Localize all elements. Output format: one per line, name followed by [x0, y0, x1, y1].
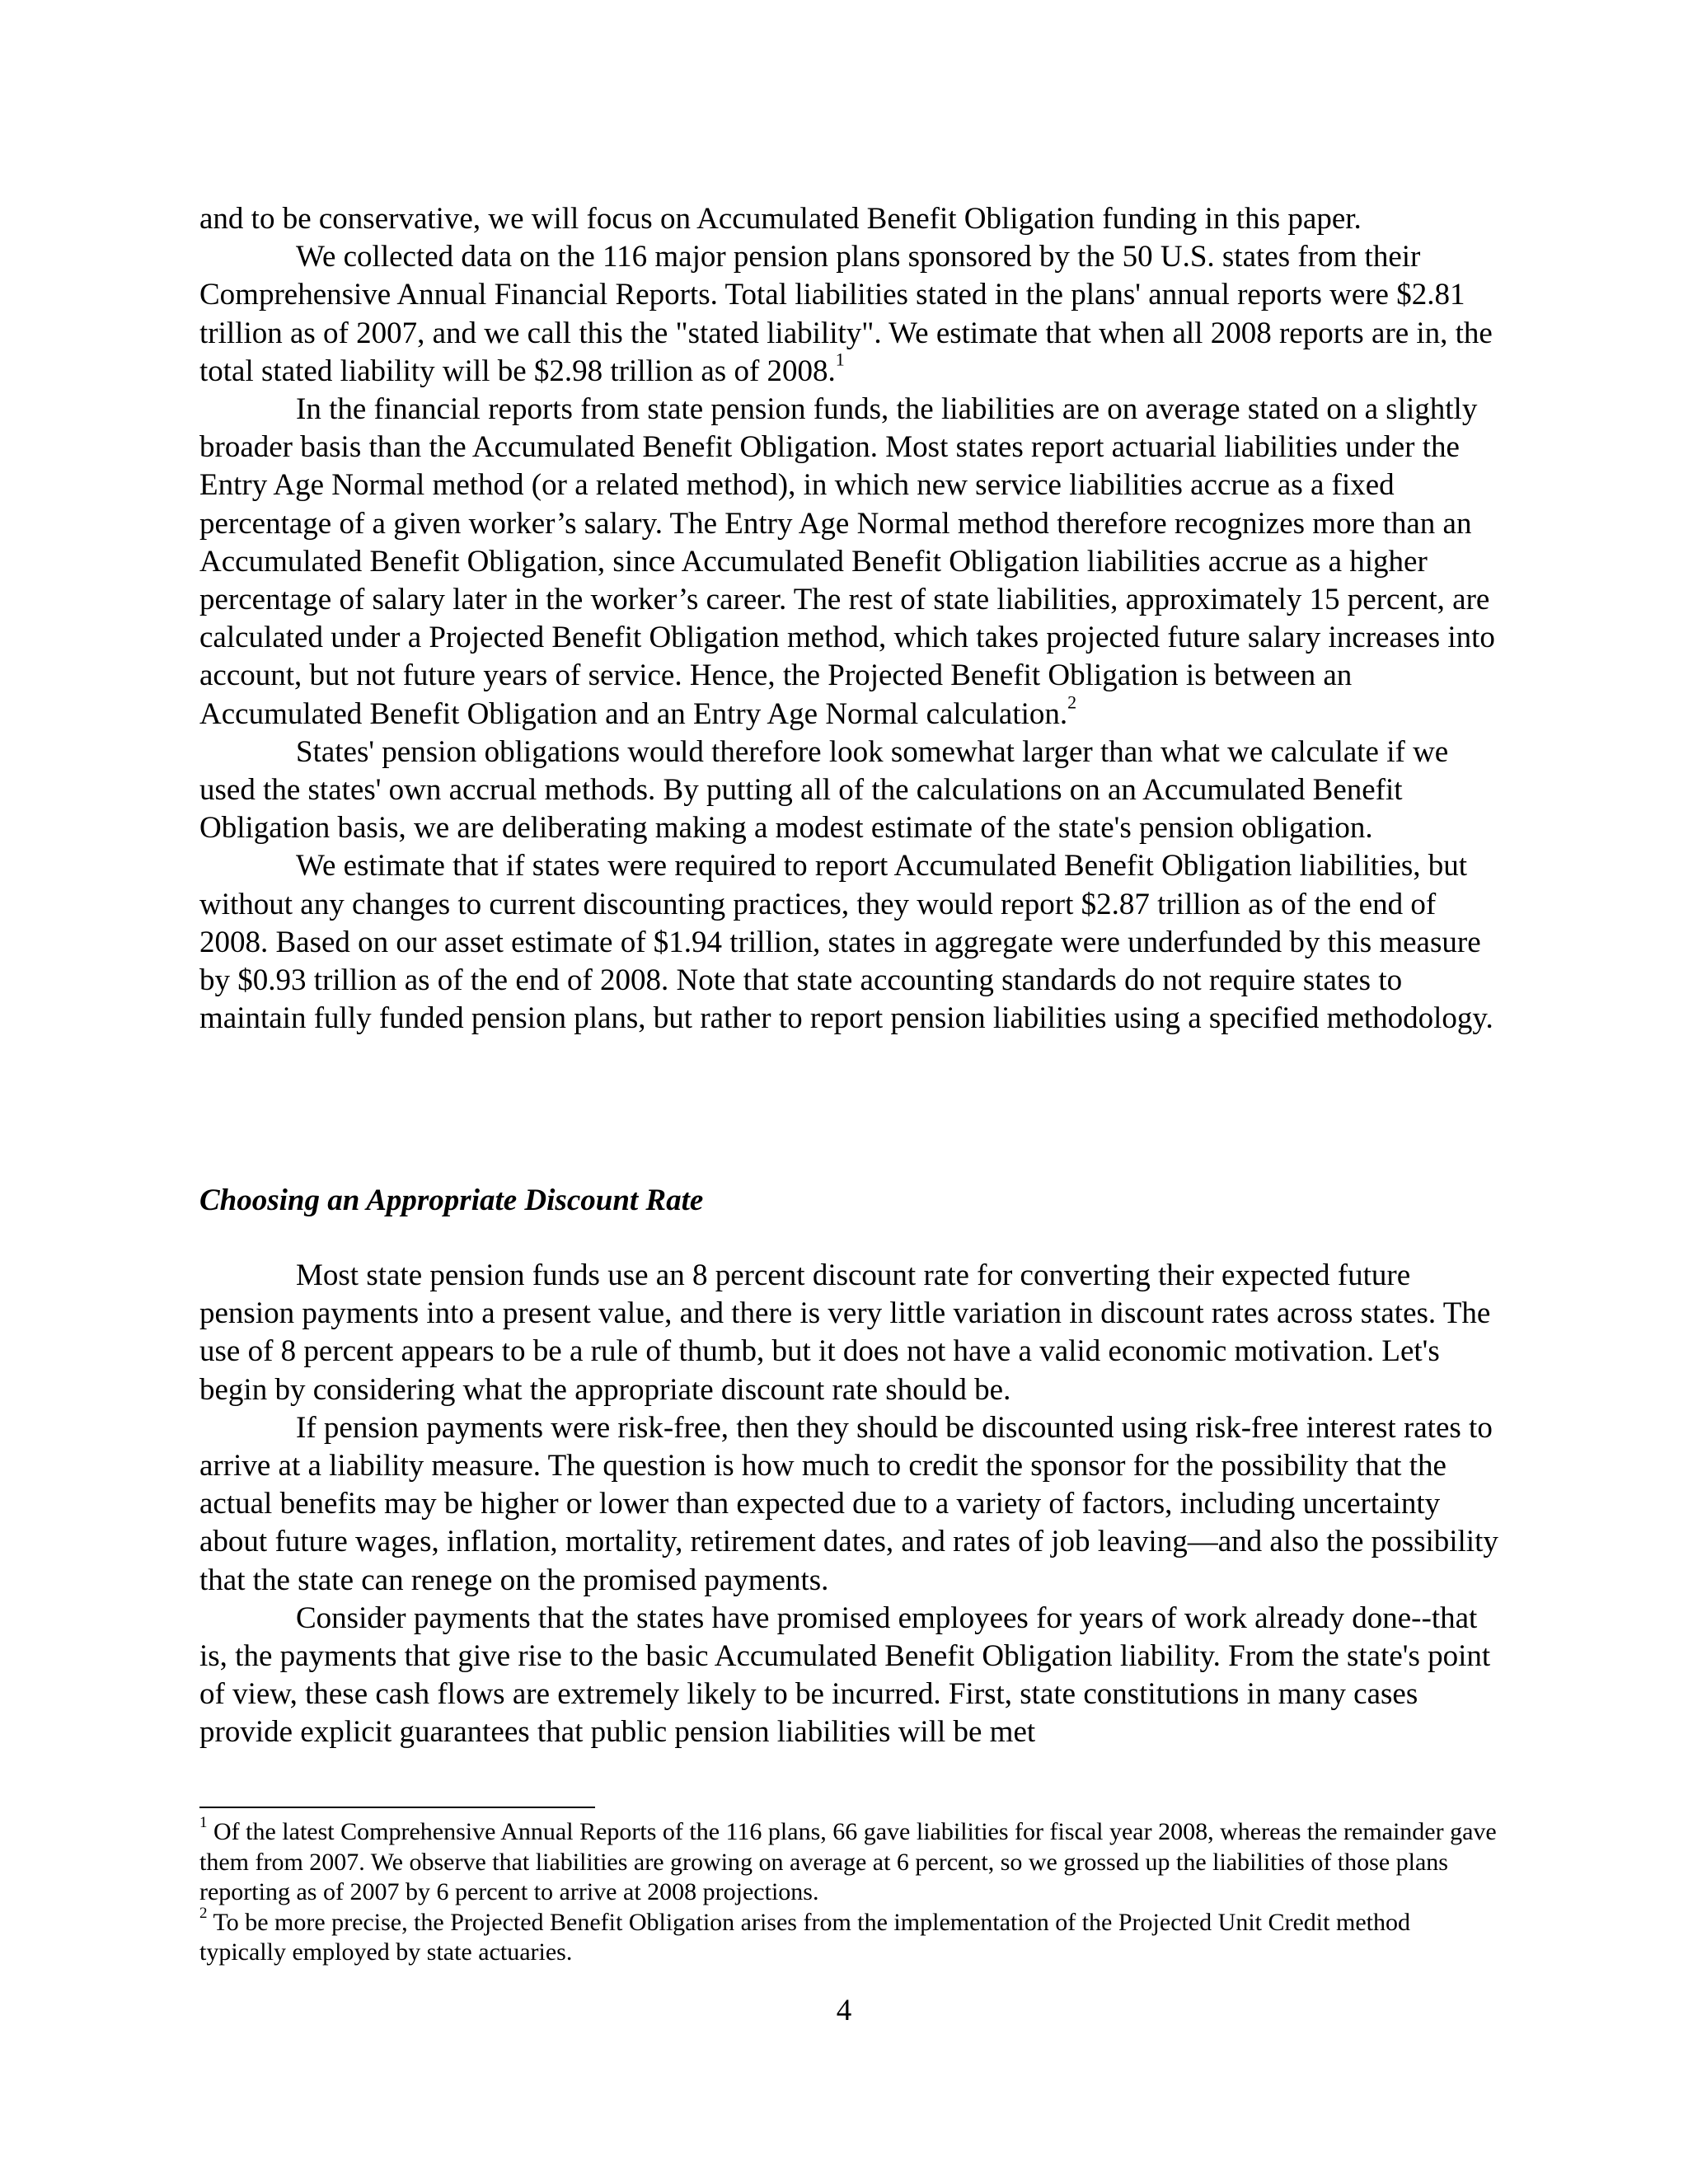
- paragraph-underfunding: [199, 847, 1502, 1038]
- paragraph-text: and to be conservative, we will focus on Accumulated Benefit Obligation funding in this paper.: [199, 202, 1362, 236]
- footnote-text: Of the latest Comprehensive Annual Reports of the 116 plans, 66 gave liabilities for fiscal year 2008, whereas the remainder gave them from 2007. We observe that liabilities are growing on average at 6 percent, so we grossed up the liabilities of those plans reporting as of 2007 by 6 percent to arrive at 2008 projections.: [199, 1818, 1497, 1905]
- paragraph-text: Most state pension funds use an 8 percent discount rate for converting their expected future pension payments into a present value, and there is very little variation in discount rates across states. The use of 8 percent appears to be a rule of thumb, but it does not have a valid economic motivation. Let's begin by considering what the appropriate discount rate should be.: [199, 1258, 1491, 1407]
- paragraph-text: If pension payments were risk-free, then they should be discounted using risk-free interest rates to arrive at a liability measure. The question is how much to credit the sponsor for the possibility that the actual benefits may be higher or lower than expected due to a variety of factors, including uncertainty about future wages, inflation, mortality, retirement dates, and rates of job leaving—and also the possibility that the state can renege on the promised payments.: [199, 1410, 1498, 1597]
- body-text: [199, 200, 1502, 1038]
- paragraph-data-collection: [199, 238, 1502, 391]
- footnote-mark: 2: [199, 1904, 208, 1922]
- paragraph-text: We estimate that if states were required to report Accumulated Benefit Obligation liabilities, but without any changes to current discounting practices, they would report $2.87 trillion as of the end of 2008. Based on our asset estimate of $1.94 trillion, states in aggregate were underfunded by this measure by $0.93 trillion as of the end of 2008. Note that state accounting standards do not require states to maintain fully funded pension plans, but rather to report pension liabilities using a specified methodology.: [199, 849, 1493, 1036]
- paragraph-text: States' pension obligations would therefore look somewhat larger than what we calculate if we used the states' own accrual methods. By putting all of the calculations on an Accumulated Benefit Obligation basis, we are deliberating making a modest estimate of the state's pension obligation.: [199, 734, 1449, 846]
- paragraph-text: Consider payments that the states have promised employees for years of work already done--that is, the payments that give rise to the basic Accumulated Benefit Obligation liability. From the state's point of view, these cash flows are extremely likely to be incurred. First, state constitutions in many cases provide explicit guarantees that public pension liabilities will be met: [199, 1601, 1491, 1750]
- paragraph-discount-rate: [199, 1257, 1502, 1409]
- paragraph-text: In the financial reports from state pension funds, the liabilities are on average stated on a slightly broader basis than the Accumulated Benefit Obligation. Most states report actuarial liabilities under the Entry Age Normal method (or a related method), in which new service liabilities accrue as a fixed percentage of a given worker’s salary. The Entry Age Normal method therefore recognizes more than an Accumulated Benefit Obligation, since Accumulated Benefit Obligation liabilities accrue as a higher percentage of salary later in the worker’s career. The rest of state liabilities, approximately 15 percent, are calculated under a Projected Benefit Obligation method, which takes projected future salary increases into account, but not future years of service. Hence, the Projected Benefit Obligation is between an Accumulated Benefit Obligation and an Entry Age Normal calculation.: [199, 392, 1495, 731]
- section-body: [199, 1257, 1502, 1752]
- footnote-divider: [199, 1807, 595, 1808]
- page-number: 4: [836, 1994, 852, 2027]
- paragraph-risk-free: [199, 1409, 1502, 1600]
- paragraph-text: We collected data on the 116 major pension plans sponsored by the 50 U.S. states from their Comprehensive Annual Financial Reports. Total liabilities stated in the plans' annual reports were $2.81 trillion as of 2007, and we call this the "stated liability". We estimate that when all 2008 reports are in, the total stated liability will be $2.98 trillion as of 2008.: [199, 240, 1493, 388]
- paragraph-promised-payments: [199, 1600, 1502, 1752]
- paragraph-continuation: [199, 200, 1502, 238]
- footnote-mark: 1: [199, 1813, 208, 1831]
- paragraph-entry-age-normal: [199, 391, 1502, 733]
- footnote-2: [199, 1904, 1502, 1968]
- paragraph-modest-estimate: [199, 733, 1502, 848]
- footnote-text: To be more precise, the Projected Benefit Obligation arises from the implementation of the Projected Unit Credit method typically employed by state actuaries.: [199, 1908, 1410, 1966]
- footnote-reference: 1: [835, 349, 845, 370]
- footnote-reference: 2: [1067, 691, 1077, 712]
- footnote-1: [199, 1813, 1502, 1908]
- footnotes: [199, 1813, 1502, 1968]
- section-heading: Choosing an Appropriate Discount Rate: [199, 1183, 704, 1217]
